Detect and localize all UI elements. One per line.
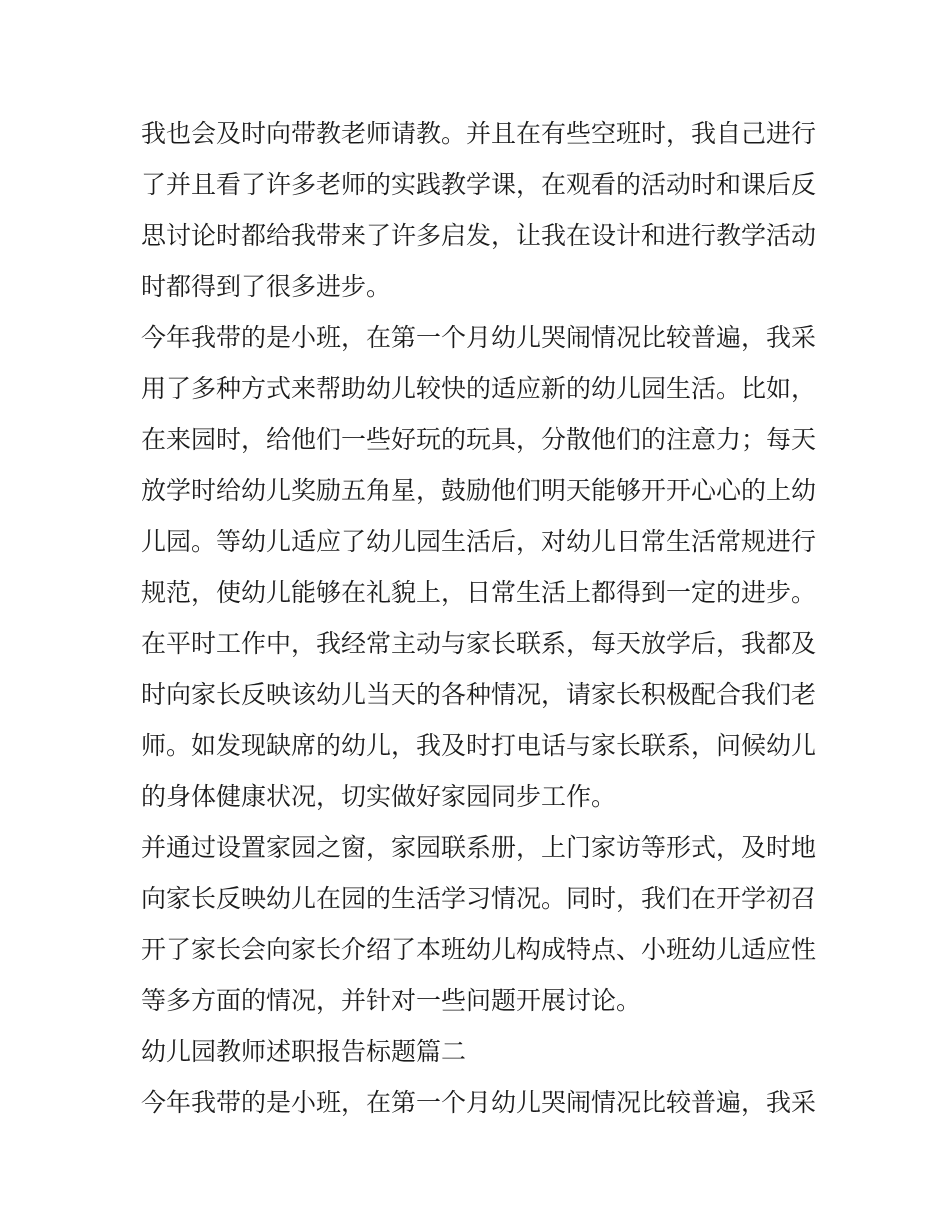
document-body (141, 108, 817, 1128)
text-line: 规范，使幼儿能够在礼貌上，日常生活上都得到一定的进步。 (141, 578, 817, 607)
text-line: 向家长反映幼儿在园的生活学习情况。同时，我们在开学初召 (141, 884, 817, 913)
text-line: 时都得到了很多进步。 (141, 272, 392, 301)
text-line: 的身体健康状况，切实做好家园同步工作。 (141, 782, 617, 811)
text-line: 儿园。等幼儿适应了幼儿园生活后，对幼儿日常生活常规进行 (141, 527, 817, 556)
text-line: 了并且看了许多老师的实践教学课，在观看的活动时和课后反 (141, 170, 817, 199)
text-line: 时向家长反映该幼儿当天的各种情况，请家长积极配合我们老 (141, 680, 817, 709)
text-line: 开了家长会向家长介绍了本班幼儿构成特点、小班幼儿适应性 (141, 935, 817, 964)
text-line: 在来园时，给他们一些好玩的玩具，分散他们的注意力；每天 (141, 425, 817, 454)
text-line: 我也会及时向带教老师请教。并且在有些空班时，我自己进行 (141, 119, 817, 148)
text-line: 师。如发现缺席的幼儿，我及时打电话与家长联系，问候幼儿 (141, 731, 817, 760)
text-line: 思讨论时都给我带来了许多启发，让我在设计和进行教学活动 (141, 221, 817, 250)
text-line: 今年我带的是小班，在第一个月幼儿哭闹情况比较普遍，我采 (141, 1088, 817, 1117)
text-line: 在平时工作中，我经常主动与家长联系，每天放学后，我都及 (141, 629, 817, 658)
text-line: 今年我带的是小班，在第一个月幼儿哭闹情况比较普遍，我采 (141, 323, 817, 352)
text-line: 放学时给幼儿奖励五角星，鼓励他们明天能够开开心心的上幼 (141, 476, 817, 505)
text-line: 等多方面的情况，并针对一些问题开展讨论。 (141, 986, 642, 1015)
section-heading: 幼儿园教师述职报告标题篇二 (141, 1037, 467, 1066)
text-line: 并通过设置家园之窗，家园联系册，上门家访等形式，及时地 (141, 833, 817, 862)
text-line: 用了多种方式来帮助幼儿较快的适应新的幼儿园生活。比如， (141, 374, 817, 403)
